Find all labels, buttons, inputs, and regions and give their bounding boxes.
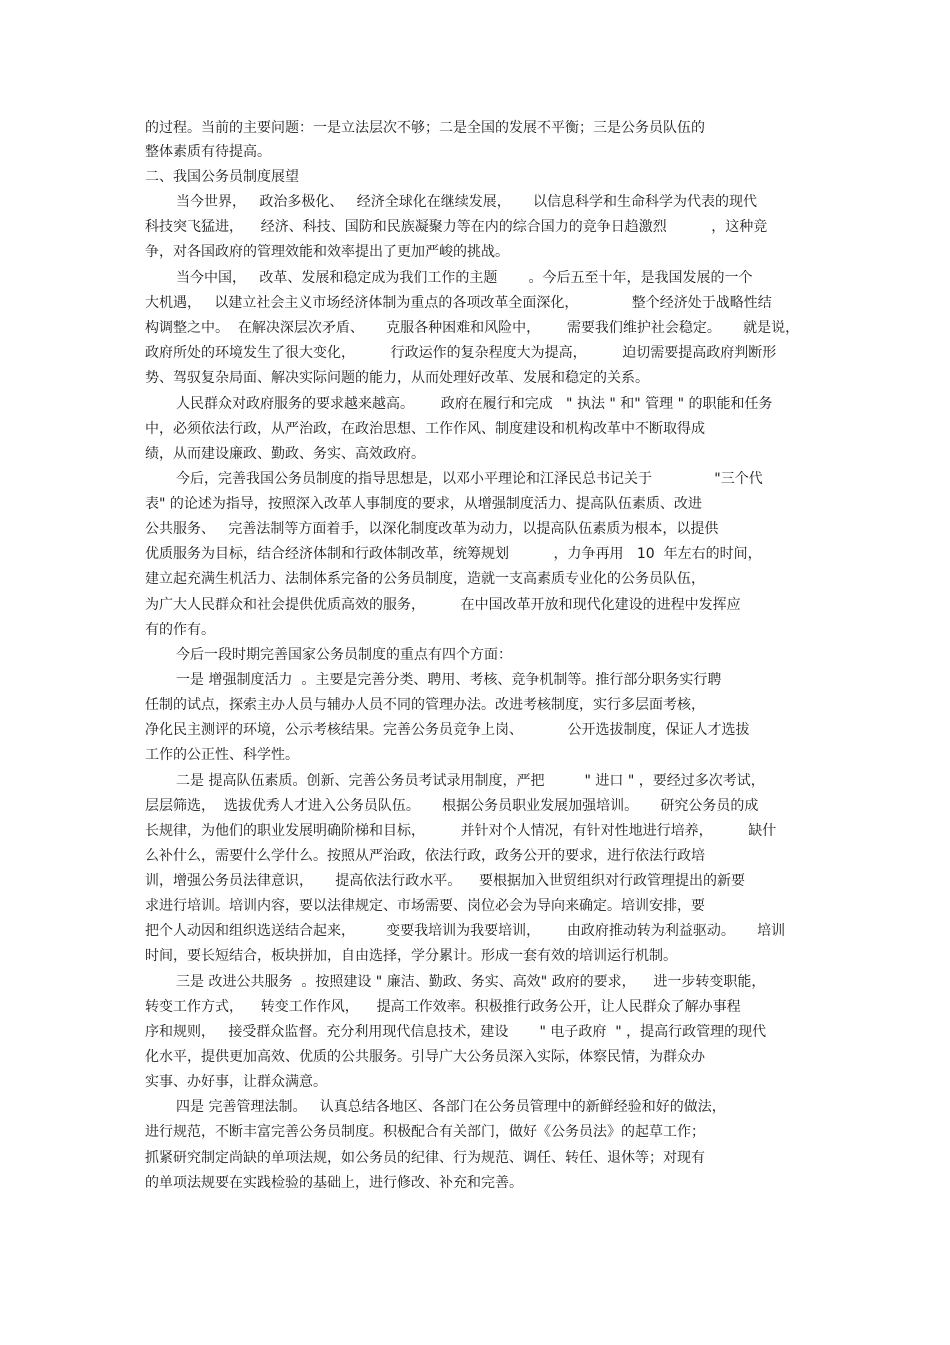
- text-line: 大机遇， 以建立社会主义市场经济体制为重点的各项改革全面深化， 整个经济处于战略性结: [145, 295, 772, 311]
- text-line: 时间，要长短结合，板块拼加，自由选择，学分累计。形成一套有效的培训运行机制。: [145, 948, 677, 964]
- text-line: 当今世界， 政治多极化、 经济全球化在继续发展， 以信息科学和生命科学为代表的现代: [176, 194, 757, 210]
- text-line: 构调整之中。 在解决深层次矛盾、 克服各种困难和风险中， 需要我们维护社会稳定。 就是说，: [145, 320, 800, 336]
- text-line: 训，增强公务员法律意识， 提高依法行政水平。 要根据加入世贸组织对行政管理提出的新要: [145, 873, 746, 889]
- text-line: 求进行培训。培训内容，要以法律规定、市场需要、岗位必会为导向来确定。培训安排，要: [145, 898, 705, 914]
- text-line: 当今中国， 改革、发展和稳定成为我们工作的主题 。今后五至十年，是我国发展的一个: [176, 270, 753, 286]
- text-line: 表" 的论述为指导，按照深入改革人事制度的要求，从增强制度活力、提高队伍素质、改进: [145, 496, 702, 512]
- text-line: 净化民主测评的环境，公示考核结果。完善公务员竞争上岗、 公开选拔制度，保证人才选拔: [145, 722, 750, 738]
- text-line: 今后一段时期完善国家公务员制度的重点有四个方面：: [176, 647, 512, 663]
- text-line: 任制的试点，探索主办人员与辅办人员不同的管理办法。改进考核制度，实行多层面考核，: [145, 697, 705, 713]
- text-line: 序和规则， 接受群众监督。充分利用现代信息技术，建设 " 电子政府 " ，提高行政管理的现代: [145, 1024, 767, 1040]
- text-line: 今后，完善我国公务员制度的指导思想是，以邓小平理论和江泽民总书记关于 "三个代: [176, 471, 763, 487]
- text-line: 的过程。当前的主要问题：一是立法层次不够；二是全国的发展不平衡；三是公务员队伍的: [145, 120, 705, 136]
- text-line: 公共服务、 完善法制等方面着手，以深化制度改革为动力，以提高队伍素质为根本，以提供: [145, 521, 719, 537]
- text-line: 争，对各国政府的管理效能和效率提出了更加严峻的挑战。: [145, 244, 509, 260]
- text-line: 绩，从而建设廉政、勤政、务实、高效政府。: [145, 446, 425, 462]
- text-line: 整体素质有待提高。: [145, 144, 271, 160]
- text-line: 政府所处的环境发生了很大变化， 行政运作的复杂程度大为提高， 迫切需要提高政府判断形: [145, 345, 777, 361]
- text-line: 实事、办好事，让群众满意。: [145, 1074, 327, 1090]
- text-line: 么补什么，需要什么学什么。按照从严治政，依法行政，政务公开的要求，进行依法行政培: [145, 848, 705, 864]
- section-heading: 二、我国公务员制度展望: [145, 169, 299, 185]
- text-line: 人民群众对政府服务的要求越来越高。 政府在履行和完成 " 执法 " 和" 管理 " 的职能和任务: [176, 396, 773, 412]
- text-line: 为广大人民群众和社会提供优质高效的服务， 在中国改革开放和现代化建设的进程中发挥应: [145, 597, 741, 613]
- text-line: 优质服务为目标，结合经济体制和行政体制改革，统筹规划 ，力争再用 10 年左右的时间，: [145, 546, 762, 562]
- text-line: 长规律，为他们的职业发展明确阶梯和目标， 并针对个人情况，有针对性地进行培养， 缺什: [145, 823, 777, 839]
- text-line: 层层筛选， 选拔优秀人才进入公务员队伍。 根据公务员职业发展加强培训。 研究公务员的成: [145, 798, 759, 814]
- text-line: 中，必须依法行政，从严治政，在政治思想、工作作风、制度建设和机构改革中不断取得成: [145, 421, 705, 437]
- text-line: 有的作有。: [145, 622, 215, 638]
- text-line: 二是 提高队伍素质。创新、完善公务员考试录用制度，严把 " 进口 " ，要经过多次考试，: [176, 773, 765, 789]
- text-line: 的单项法规要在实践检验的基础上，进行修改、补充和完善。: [145, 1175, 523, 1191]
- text-line: 工作的公正性、科学性。: [145, 747, 299, 763]
- text-line: 建立起充满生机活力、法制体系完备的公务员制度，造就一支高素质专业化的公务员队伍，: [145, 571, 705, 587]
- text-line: 三是 改进公共服务 。按照建设 " 廉洁、勤政、务实、高效" 政府的要求， 进一步转变职能，: [176, 974, 766, 990]
- text-line: 一是 增强制度活力 。主要是完善分类、聘用、考核、竞争机制等。推行部分职务实行聘: [176, 672, 722, 688]
- text-line: 转变工作方式， 转变工作作风， 提高工作效率。积极推行政务公开，让人民群众了解办事程: [145, 999, 741, 1015]
- text-line: 四是 完善管理法制。 认真总结各地区、各部门在公务员管理中的新鲜经验和好的做法，: [176, 1099, 726, 1115]
- text-line: 化水平，提供更加高效、优质的公共服务。引导广大公务员深入实际，体察民情，为群众办: [145, 1049, 705, 1065]
- text-line: 进行规范，不断丰富完善公务员制度。积极配合有关部门，做好《公务员法》的起草工作；: [145, 1124, 705, 1140]
- text-line: 抓紧研究制定尚缺的单项法规，如公务员的纪律、行为规范、调任、转任、退休等；对现有: [145, 1150, 705, 1166]
- text-line: 科技突飞猛进， 经济、科技、国防和民族凝聚力等在内的综合国力的竞争日趋激烈 ，这种竞: [145, 219, 768, 235]
- text-line: 势、驾驭复杂局面、解决实际问题的能力，从而处理好改革、发展和稳定的关系。: [145, 370, 649, 386]
- text-line: 把个人动因和组织选送结合起来， 变要我培训为我要培训， 由政府推动转为利益驱动。 培训: [145, 923, 786, 939]
